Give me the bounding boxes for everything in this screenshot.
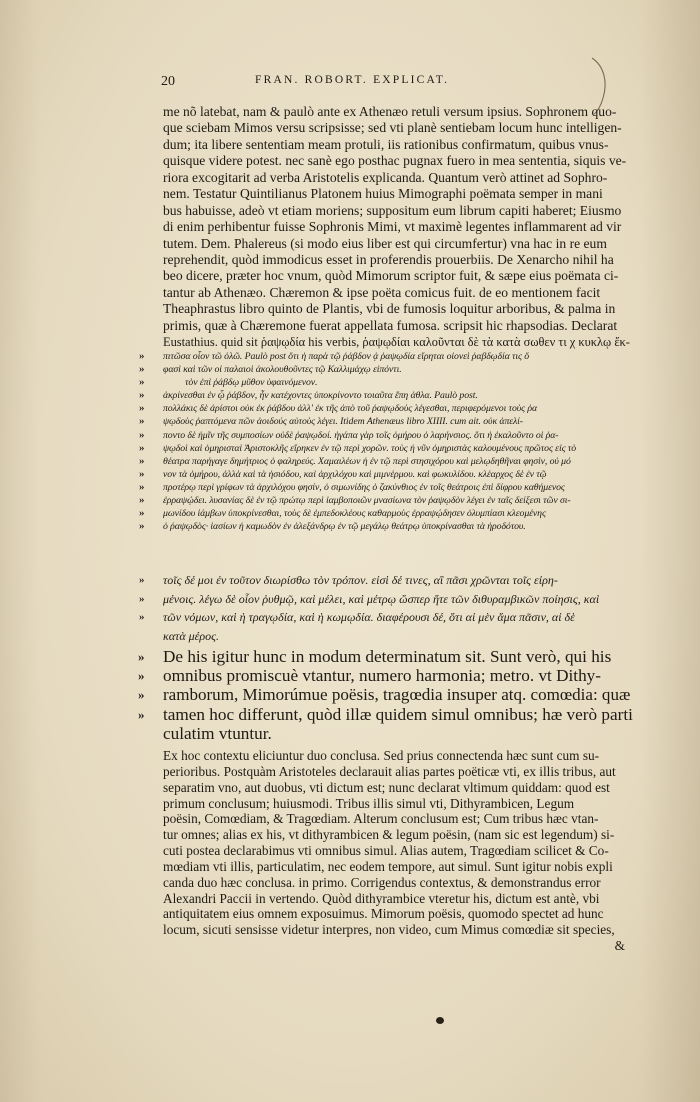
quote-marker: » [139, 402, 145, 415]
citation-text: ποντο δὲ ἡμῖν τῆς συμποσίων οὐδὲ ῥαψῳδοί. ἠγάπα γὰρ τοῖς ὁμήρου ὁ λαρήνσιος. ὅτι ἡ ἐκαλοῦντο οἱ ῥα- [163, 429, 559, 441]
text-line: nem. Testatur Quintilianus Platonem huius Mimographi poëmata semper in mani [163, 186, 603, 202]
greek-line-text: τῶν νόμων, καὶ ἡ τραγῳδία, καὶ ἡ κωμῳδία. διαφέρουσι δέ, ὅτι αἱ μὲν ἅμα πᾶσιν, αἱ δὲ [163, 610, 575, 624]
quote-marker: » [138, 687, 145, 703]
quote-marker: » [139, 494, 145, 507]
text-line: tutem. Dem. Phalereus (si modo eius liber est qui circumfertur) vna hac in re eum [163, 235, 607, 251]
quote-marker: » [139, 592, 145, 605]
text-line: Alexandri Paccii in vertendo. Quòd dithyrambice vteretur his, dictum est antè, vbi [163, 890, 600, 906]
text-line: Theaphrastus libro quinto de Plantis, vbi de fumosis loquitur arboribus, & palma in [163, 301, 616, 317]
citation-text: ψῳδοὶ καὶ ὁμηρισταὶ Ἀριστοκλῆς εἴρηκεν ἐν τῷ περὶ χορῶν. τοὺς ἡ νῦν ὁμηριστὰς καλουμένους πρῶτος εἰς τὸ [163, 442, 576, 454]
latin-translation [138, 647, 633, 743]
text-line: separatim vno, aut duobus, vti dictum est; nunc declarat vltimum quiddam: quod est [163, 779, 610, 795]
text-line: Eustathius. quid sit ῥαψῳδία his verbis, ῥαψῳδίαι καλοῦνται δὲ τὰ κατὰ σωθεν τι χ κυκλῳ ἔκ- [163, 335, 630, 350]
text-line: perioribus. Postquàm Aristoteles declarauit alias partes poëticæ vti, ex illis tribus, aut [163, 763, 616, 779]
citation-line [139, 454, 633, 468]
text-line: bus habuisse, adeò vt etiam moriens; suppositum eum librum capiti haberet; Eiusmo [163, 202, 622, 218]
greek-line-text: μένοις. λέγω δὲ οἷον ῥυθμῷ, καὶ μέλει, καὶ μέτρῳ ὥσπερ ἥτε τῶν διθυραμβικῶν ποίησις, καὶ [163, 591, 600, 606]
translation-line [138, 647, 633, 666]
citation-text: τὸν ἐπὶ ῥάβδῳ μῦθον ὑφαινόμενον. [185, 377, 318, 389]
quote-marker: » [139, 389, 145, 402]
text-line: cuti postea declarabimus vti omnibus simul. Alias autem, Tragœdiam scilicet & Co- [163, 843, 609, 859]
translation-text: omnibus promiscuè vtantur, numero harmonia; metro. vt Dithy- [163, 666, 601, 686]
text-line: di enim perhibentur fuisse Sophronis Mimi, vt maximè legentes inflammarent ad vir [163, 219, 622, 235]
page-edge-shadow-right [640, 0, 700, 1102]
quote-marker: » [139, 363, 145, 376]
citation-line [139, 428, 633, 442]
greek-line [163, 627, 633, 646]
text-line: dum; ita libere sententiam meam protuli, iis rationibus confirmatum, quibus vnus- [163, 136, 609, 152]
quote-marker: » [139, 350, 145, 362]
quote-marker: » [139, 415, 145, 428]
catchword: & [614, 938, 625, 954]
text-line: poësin, Comœdiam, & Tragœdiam. Alterum conclusum est; Cum tribus hæc vtan- [163, 811, 599, 827]
translation-line [138, 685, 633, 705]
citation-line [139, 441, 633, 455]
citation-text: ὁ ῥαψῳδὸς· ἰασίων ἡ καμωδὸν ἐν ἀλεξάνδρῳ ἐν τῷ μεγάλῳ θεάτρῳ ὑποκρίνασθαι τὰ ἡροδότου. [163, 521, 526, 533]
greek-line-text: τοῖς δέ μοι ἐν τοῦτον διωρίσθω τὸν τρόπον. εἰσὶ δέ τινες, αἳ πᾶσι χρῶνται τοῖς εἰρη- [163, 573, 558, 587]
quote-marker: » [138, 649, 145, 664]
citation-line [139, 467, 633, 481]
citation-line [139, 350, 633, 363]
text-line: Ex hoc contextu eliciuntur duo conclusa. Sed prius connectenda hæc sunt cum su- [163, 748, 600, 763]
text-line: riora excogitarit ad verba Aristotelis explicanda. Quantum verò attinet ad Sophro- [163, 169, 608, 185]
quote-marker: » [139, 574, 145, 586]
text-line: antiquitatem eius omnem exposuimus. Mimorum poësis, quomodo spectet ad hunc [163, 906, 604, 922]
citation-text: ψῳδοὺς ῥαπτόμενα πῶν ἀοιδούς αὐτοὺς λέγει. Itidem Athenæus libro XIIII. cum ait. οὐκ ἀπελί- [163, 416, 523, 428]
page-number: 20 [161, 74, 175, 89]
quote-marker: » [139, 480, 145, 493]
translation-text: culatim vtuntur. [163, 723, 272, 743]
citation-line [139, 363, 633, 376]
quote-marker: » [139, 454, 145, 467]
ink-blot-icon [436, 1017, 444, 1024]
translation-text: ramborum, Mimorúmue poësis, tragœdia insuper atq. comœdia: quæ [163, 685, 631, 705]
running-head: FRAN. ROBORT. EXPLICAT. [255, 74, 450, 86]
greek-line [139, 590, 633, 609]
citation-text: προτέρῳ περὶ γρίφων τὰ ἀρχιλόχου φησίν, ὁ σιμωνίδης ὁ ζακύνθιος ἐν τοῖς θεάτροις ἐπὶ δίφρου καθήμενος [163, 481, 565, 493]
text-line: quisque videre potest. nec sanè ego posthac pugnax fuero in mea sententia, siquis ve- [163, 153, 627, 169]
text-line: beo dicere, præter hoc vnum, quòd Mimorum scriptor fuit, & sæpe eius poëmata ci- [163, 268, 619, 284]
commentary-paragraph [163, 748, 633, 954]
citation-text: πολλάκις δὲ ἀρίστοι οὐκ ἐκ ῥάβδου ἀλλ' ἐκ τῆς ἀπὸ τοῦ ῥαψῳδοὺς λέγεσθαι, περιφερόμενοι τοὺς ῥα [163, 403, 538, 415]
citation-line [139, 376, 633, 389]
text-line: primum conclusum; huiusmodi. Tribus illis simul vti, Dithyrambicen, Legum [163, 795, 575, 811]
citation-line [139, 389, 633, 402]
quote-marker: » [139, 467, 145, 480]
citation-text: θέατρα παρήγαγε δημήτριος ὁ φαληρεύς. Χαμαιλέων ἡ ἐν τῷ περὶ στησιχόρου καὶ μελῳδηθῆναι φησὶν, οὐ μό [163, 455, 571, 467]
citation-text: πιτῶσα οἷον τῶ ὁλῶ. Paulò post ὅτι ἡ παρὰ τῷ ῥάβδον ᾀ ῥαψῳδία εἴρηται οἱονεὶ ῥαβδῳδία τις ὅ [163, 351, 530, 362]
quote-marker: » [139, 507, 145, 520]
translation-text: tamen hoc differunt, quòd illæ quidem simul omnibus; hæ verò parti [163, 704, 633, 724]
greek-line-text: κατὰ μέρος. [163, 628, 220, 643]
text-line: locum, sicuti sensisse videtur interpres, non video, cum Mimus comœdiæ sit species, [163, 922, 615, 938]
text-line: tantur ab Athenæo. Chæremon & ipse poëta comicus fuit. de eo mentionem facit [163, 284, 601, 300]
citation-line [139, 494, 633, 507]
text-line: me nõ latebat, nam & paulò ante ex Athenæo retuli versum ipsius. Sophronem quo- [163, 104, 617, 119]
translation-line [138, 704, 633, 724]
text-line: que sciebam Mimos versu scripsisse; sed vti planè sentiebam locum hunc intelligen- [163, 120, 622, 136]
citation-text: νον τὰ ὁμήρου, ἀλλὰ καὶ τὰ ἡσιόδου, καὶ ἀρχιλόχου καὶ μιμνέρμου. καὶ φωκυλίδου. κλέαρχος δὲ ἐν τῷ [163, 468, 547, 480]
greek-line [139, 608, 633, 627]
text-line: canda duo hæc conclusa. in primo. Corrigendus contextus, & demonstrandus error [163, 874, 601, 890]
quote-marker: » [138, 706, 145, 722]
quote-marker: » [138, 668, 145, 684]
quote-marker: » [139, 441, 145, 454]
citation-text: φασὶ καὶ τῶν οἱ παλαιοὶ ἀκολουθοῦντες τῷ Καλλιμάχῳ εἰπόντι. [163, 364, 402, 376]
quote-marker: » [139, 611, 145, 623]
greek-citation-block [139, 350, 633, 533]
page-header [0, 74, 700, 94]
citation-text: ἐρραψῴδει. λυσανίας δὲ ἐν τῷ πρώτῳ περὶ ἰαμβοποιῶν μνασίωνα τὸν ῥαψῳδὸν λέγει ἐν ταῖς δείξεσι τῶν σι- [163, 495, 571, 507]
text-line: mœdiam vti illis, particulatim, nec eodem tempore, aut simul. Sunt igitur nobis expli [163, 858, 613, 874]
greek-line [139, 571, 633, 590]
citation-line [139, 480, 633, 494]
page-edge-shadow-left [0, 0, 40, 1102]
quote-marker: » [139, 376, 145, 389]
translation-line [163, 724, 633, 743]
text-line: tur omnes; alias ex his, vt dithyrambicen & legum poësin, (nam sic est legendum) si- [163, 827, 615, 843]
aristotle-greek-text [139, 571, 633, 645]
translation-line [138, 666, 633, 686]
citation-text: μωνίδου ἰάμβων ὑποκρίνεσθαι, τοὺς δὲ ἐμπεδοκλέους καθαρμοὺς ἐρραψῴδησεν ὀλυμπίασι κλεομένης [163, 508, 546, 520]
text-line: reprehendit, quòd immodicus esset in proferendis prouerbiis. De Xenarcho nihil ha [163, 251, 614, 267]
citation-line [139, 415, 633, 428]
citation-line [139, 520, 633, 533]
quote-marker: » [139, 520, 145, 533]
text-line: primis, quæ à Chæremone fuerat appellata fumosa. scripsit hic rhapsodias. Declarat [163, 317, 618, 333]
citation-text: ἀκρίνεσθαι ἐν ᾧ ῥάβδον, ἦν κατέχοντες ὑποκρίνοντο τοιαῦτα ἔπη ἀθλα. Paulò post. [163, 390, 478, 402]
body-paragraph [163, 104, 633, 351]
citation-line [139, 507, 633, 520]
quote-marker: » [139, 428, 145, 441]
translation-text: De his igitur hunc in modum determinatum sit. Sunt verò, qui his [163, 647, 612, 666]
citation-line [139, 402, 633, 415]
